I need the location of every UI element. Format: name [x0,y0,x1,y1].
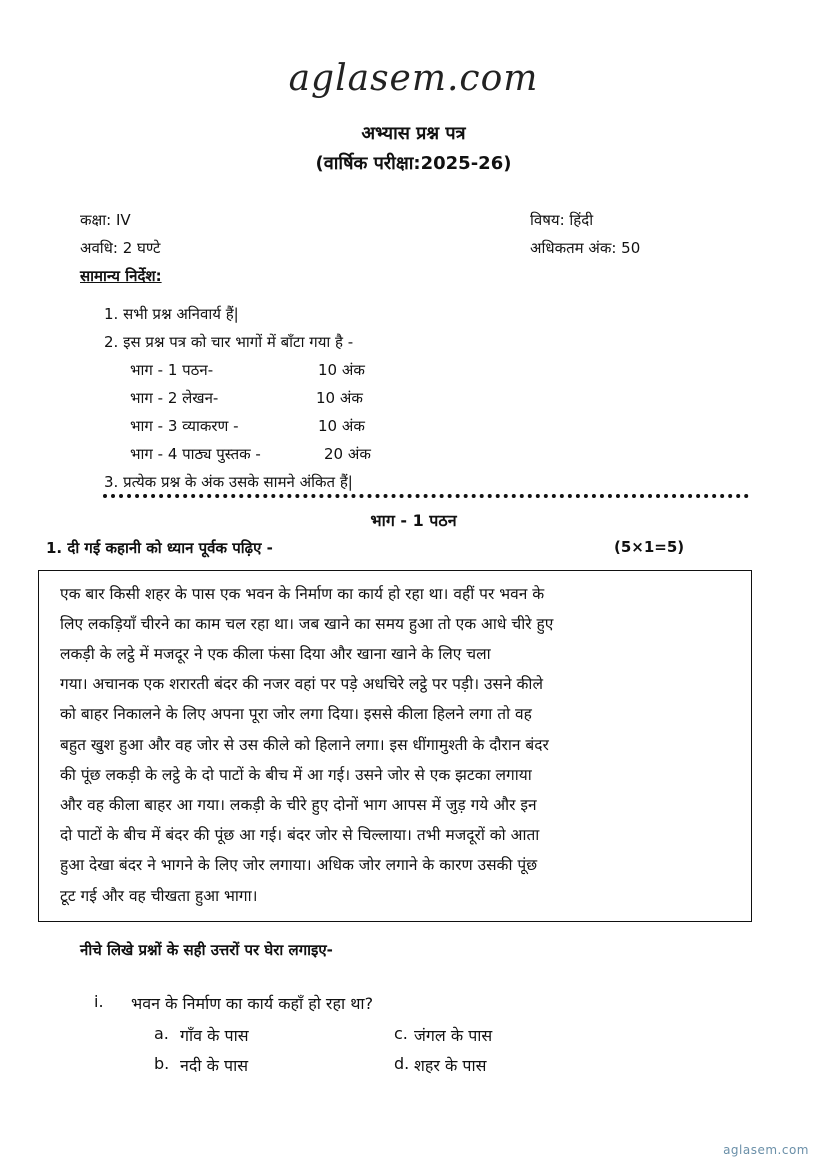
passage-line: हुआ देखा बंदर ने भागने के लिए जोर लगाया। अधिक जोर लगाने के कारण उसकी पूंछ [60,856,538,874]
passage-line: लकड़ी के लट्ठे में मजदूर ने एक कीला फंसा दिया और खाना खाने के लिए चला [60,645,491,663]
part-name: भाग - 2 लेखन- [130,389,219,407]
mcq-question: भवन के निर्माण का कार्य कहाँ हो रहा था? [131,994,374,1013]
section-title: भाग - 1 पठन [370,511,457,530]
option-b-text: नदी के पास [180,1056,249,1075]
instruction-item: 3. प्रत्येक प्रश्न के अंक उसके सामने अंकित हैं| [104,473,353,491]
part-marks: 10 अंक [316,389,363,407]
aglasem-logo: aglasem.com [288,58,539,99]
option-c-label: c. [394,1024,408,1043]
option-c-text: जंगल के पास [414,1026,493,1045]
part-name: भाग - 1 पठन- [130,361,214,379]
question-1-marks: (5×1=5) [614,538,685,556]
option-b-label: b. [154,1054,170,1073]
class-label: कक्षा: IV [80,211,131,229]
passage-line: दो पाटों के बीच में बंदर की पूंछ आ गई। बंदर जोर से चिल्लाया। तभी मजदूरों को आता [60,826,540,844]
mcq-instruction: नीचे लिखे प्रश्नों के सही उत्तरों पर घेरा लगाइए- [80,941,333,959]
instruction-item: 1. सभी प्रश्न अनिवार्य हैं| [104,305,239,323]
passage-line: लिए लकड़ियाँ चीरने का काम चल रहा था। जब खाने का समय हुआ तो एक आधे चीरे हुए [60,615,554,633]
dotted-separator [103,494,749,498]
passage-line: गया। अचानक एक शरारती बंदर की नजर वहां पर पड़े अधचिरे लट्ठे पर पड़ी। उसने कीले [60,675,543,693]
passage-line: और वह कीला बाहर आ गया। लकड़ी के चीरे हुए दोनों भाग आपस में जुड़ गये और इन [60,796,537,814]
option-d-label: d. [394,1054,410,1073]
paper-title: अभ्यास प्रश्न पत्र [361,123,466,144]
passage-line: टूट गई और वह चीखता हुआ भागा। [60,887,258,905]
part-marks: 20 अंक [324,445,371,463]
passage-line: की पूंछ लकड़ी के लट्ठे के दो पाटों के बीच में आ गई। उसने जोर से एक झटका लगाया [60,766,532,784]
option-d-text: शहर के पास [414,1056,487,1075]
part-marks: 10 अंक [318,417,365,435]
passage-line: बहुत खुश हुआ और वह जोर से उस कीले को हिलाने लगा। इस धींगामुश्ती के दौरान बंदर [60,736,549,754]
passage-line: एक बार किसी शहर के पास एक भवन के निर्माण का कार्य हो रहा था। वहीं पर भवन के [60,585,545,603]
part-name: भाग - 4 पाठ्य पुस्तक - [130,445,261,463]
paper-subtitle: (वार्षिक परीक्षा:2025-26) [315,153,512,174]
part-marks: 10 अंक [318,361,365,379]
general-instructions-heading: सामान्य निर्देश: [80,267,162,285]
max-marks-label: अधिकतम अंक: 50 [530,239,641,257]
subject-label: विषय: हिंदी [530,211,594,229]
passage-line: को बाहर निकालने के लिए अपना पूरा जोर लगा दिया। इससे कीला हिलने लगा तो वह [60,705,532,723]
option-a-text: गाँव के पास [180,1026,249,1045]
footer-watermark: aglasem.com [723,1143,809,1157]
question-1: 1. दी गई कहानी को ध्यान पूर्वक पढ़िए - [46,539,273,557]
mcq-number: i. [94,992,104,1011]
part-name: भाग - 3 व्याकरण - [130,417,239,435]
instruction-item: 2. इस प्रश्न पत्र को चार भागों में बाँटा गया है - [104,333,354,351]
option-a-label: a. [154,1024,169,1043]
duration-label: अवधि: 2 घण्टे [80,239,161,257]
